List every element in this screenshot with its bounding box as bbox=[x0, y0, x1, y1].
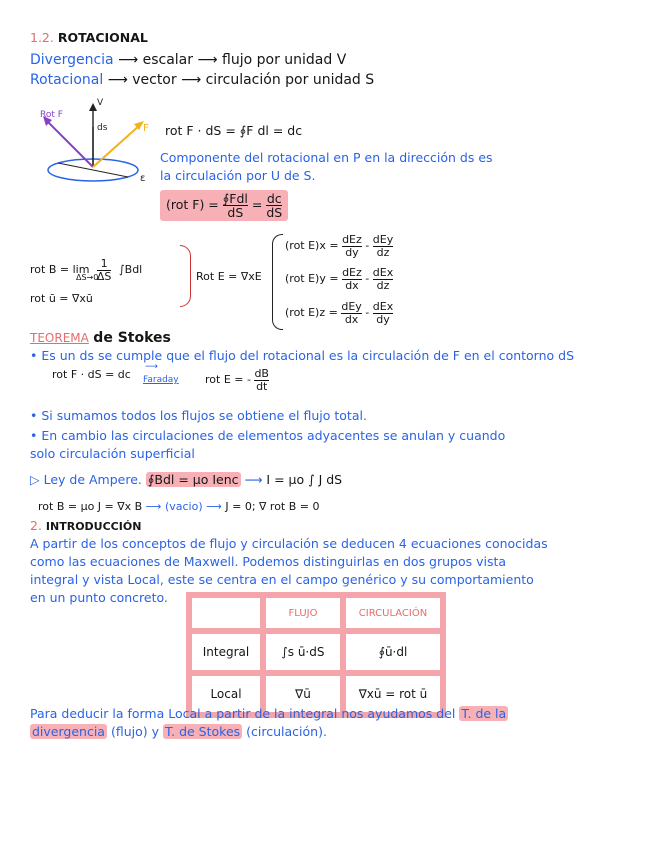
component-left: (rot E)z = bbox=[285, 306, 338, 320]
limit-subscript: ΔS→0 bbox=[76, 273, 99, 282]
table-cell: ∮ū·dl bbox=[343, 631, 443, 673]
fraction bbox=[373, 301, 393, 325]
section-number: 1.2. bbox=[30, 30, 54, 45]
formula-left: (rot F) = bbox=[166, 197, 219, 213]
fraction-den: dt bbox=[256, 379, 268, 393]
arrow-icon: ⟶ bbox=[206, 500, 226, 513]
fraction-den: dy bbox=[376, 312, 390, 326]
vacio-label: (vacio) bbox=[164, 500, 203, 513]
rot-u-definition: rot ū = ∇xū bbox=[30, 292, 93, 305]
closing-text: (circulación). bbox=[246, 724, 327, 739]
section-title: ROTACIONAL bbox=[57, 30, 148, 45]
stokes-title: de Stokes bbox=[93, 330, 171, 346]
v-arrowhead bbox=[89, 103, 97, 111]
diagram-label-f: F bbox=[143, 123, 149, 134]
fraction-num: dc bbox=[266, 191, 282, 206]
table-row-label: Local bbox=[189, 673, 263, 715]
fraction-num: ∮Fdl bbox=[222, 191, 248, 206]
fraction bbox=[97, 258, 112, 282]
fraction-den: dz bbox=[376, 245, 390, 259]
arrow-icon: ⟶ bbox=[107, 72, 133, 88]
fraction-den: ΔS bbox=[96, 269, 112, 283]
table-row bbox=[189, 631, 443, 673]
stokes-heading bbox=[30, 330, 171, 346]
fraction bbox=[223, 192, 248, 219]
table-cell: ∫s ū·dS bbox=[263, 631, 343, 673]
vacio-result: J = 0; ∇ rot B = 0 bbox=[225, 500, 320, 513]
closing-highlight: T. de la bbox=[461, 706, 507, 721]
map-type: vector bbox=[132, 72, 177, 88]
fraction-den: dx bbox=[345, 278, 359, 292]
section-number: 2. bbox=[30, 518, 42, 533]
table-header-row bbox=[189, 595, 443, 631]
arrow-icon: ⟶ bbox=[197, 52, 223, 68]
fraction-num: dEz bbox=[342, 266, 362, 279]
section-heading-1 bbox=[30, 30, 148, 45]
component-row bbox=[285, 267, 393, 291]
ampere-label: ▷ Ley de Ampere. bbox=[30, 472, 142, 487]
closing-text: Para deducir la forma Local a partir de la integral nos ayudamos del bbox=[30, 706, 456, 721]
map-meaning: circulación por unidad S bbox=[205, 72, 375, 88]
rot-e-left: rot E = - bbox=[205, 373, 251, 387]
component-left: (rot E)x = bbox=[285, 239, 339, 253]
table-cell: ∇ū bbox=[263, 673, 343, 715]
fraction-den: dz bbox=[376, 278, 390, 292]
map-type: escalar bbox=[142, 52, 194, 68]
arrow-icon: ⟶ bbox=[145, 500, 165, 513]
fraction-den: dS bbox=[227, 205, 244, 221]
fraction bbox=[373, 234, 393, 258]
minus-sign: - bbox=[365, 239, 370, 253]
fraction-num: 1 bbox=[97, 258, 112, 271]
fraction bbox=[266, 192, 282, 219]
fraction-num: dEz bbox=[342, 233, 362, 246]
closing-text: (flujo) y bbox=[110, 724, 159, 739]
intro-line-2: como las ecuaciones de Maxwell. Podemos distinguirlas en dos grupos vista bbox=[30, 554, 507, 569]
minus-sign: - bbox=[365, 272, 370, 286]
fraction bbox=[341, 301, 361, 325]
map-term: Divergencia bbox=[30, 52, 114, 68]
fraction-num: dEy bbox=[341, 300, 362, 313]
component-text-2: la circulación por U de S. bbox=[160, 168, 316, 183]
faraday-label: Faraday bbox=[143, 375, 179, 385]
rot-b-left: rot B = lim bbox=[30, 263, 90, 277]
diagram-label-ds: ds bbox=[97, 123, 108, 133]
section-heading-2 bbox=[30, 518, 141, 533]
intro-line-1: A partir de los conceptos de flujo y circulación se deducen 4 ecuaciones conocidas bbox=[30, 536, 548, 551]
fraction-den: dy bbox=[345, 245, 359, 259]
fraction-den: dS bbox=[266, 205, 283, 221]
faraday-arrow: ⟶ bbox=[145, 362, 158, 372]
ampere-result: I = μo ∫ J dS bbox=[266, 472, 343, 487]
map-meaning: flujo por unidad V bbox=[222, 52, 347, 68]
stokes-label: TEOREMA bbox=[30, 331, 89, 345]
stokes-bullet-2: • Si sumamos todos los flujos se obtiene el flujo total. bbox=[30, 408, 367, 423]
map-row-2 bbox=[30, 72, 374, 88]
fraction bbox=[254, 368, 269, 392]
fraction bbox=[373, 267, 393, 291]
maxwell-table bbox=[186, 592, 446, 718]
equals: = bbox=[251, 197, 263, 213]
component-text-1: Componente del rotacional en P en la dirección ds es bbox=[160, 150, 493, 165]
ampere-formula: ∮Bdl = μo Ienc bbox=[147, 472, 239, 487]
fraction bbox=[342, 267, 362, 291]
fraction bbox=[342, 234, 362, 258]
rot-b-line bbox=[38, 500, 320, 513]
fraction-num: dEx bbox=[372, 300, 394, 313]
map-row-1 bbox=[30, 52, 346, 68]
closing-highlight: T. de Stokes bbox=[164, 724, 241, 739]
fraction-num: dB bbox=[254, 367, 269, 380]
table-header-cell bbox=[189, 595, 263, 631]
map-term: Rotacional bbox=[30, 72, 104, 88]
arrow-icon: ⟶ bbox=[118, 52, 143, 68]
component-formula bbox=[160, 190, 288, 221]
fraction-den: dx bbox=[344, 312, 359, 326]
ampere-line bbox=[30, 472, 342, 487]
stokes-bullet-3b: solo circulación superficial bbox=[30, 446, 195, 461]
intro-line-4: en un punto concreto. bbox=[30, 590, 168, 605]
rot-e-definition: Rot E = ∇xE bbox=[196, 270, 262, 283]
rotational-diagram bbox=[28, 95, 158, 190]
component-row bbox=[285, 234, 393, 258]
closing-highlight: divergencia bbox=[32, 724, 105, 739]
table-cell: ∇xū = rot ū bbox=[343, 673, 443, 715]
stokes-bullet-3a: • En cambio las circulaciones de elementos adyacentes se anulan y cuando bbox=[30, 428, 506, 443]
intro-line-3: integral y vista Local, este se centra en el campo genérico y su comportamiento bbox=[30, 572, 534, 587]
component-left: (rot E)y = bbox=[285, 272, 339, 286]
fraction-num: dEx bbox=[372, 266, 394, 279]
closing-line-2 bbox=[30, 724, 327, 739]
stokes-formula: rot F · dS = dc bbox=[52, 368, 131, 381]
component-row bbox=[285, 301, 393, 325]
table-header-cell: CIRCULACIÓN bbox=[343, 595, 443, 631]
red-brace bbox=[180, 245, 191, 307]
table-header-cell: FLUJO bbox=[263, 595, 343, 631]
diagram-label-v: V bbox=[97, 98, 104, 108]
diagram-label-rot: Rot F bbox=[40, 110, 63, 120]
section-title: INTRODUCCIÓN bbox=[45, 520, 142, 533]
main-formula: rot F · dS = ∮F dl = dc bbox=[165, 123, 303, 138]
rot-b-equation: rot B = μo J = ∇x B bbox=[38, 500, 143, 513]
table-row-label: Integral bbox=[189, 631, 263, 673]
arrow-icon: ⟶ bbox=[181, 72, 206, 88]
diagram-label-eps: ε bbox=[140, 173, 146, 184]
fraction-num: dEy bbox=[372, 233, 394, 246]
components-brace bbox=[272, 234, 283, 330]
rot-e-faraday bbox=[205, 368, 269, 392]
minus-sign: - bbox=[365, 306, 370, 320]
arrow-icon: ⟶ bbox=[244, 472, 267, 487]
stokes-bullet-1: • Es un ds se cumple que el flujo del rotacional es la circulación de F en el contorno dS bbox=[30, 348, 575, 363]
closing-line-1 bbox=[30, 706, 508, 721]
rot-b-integral: ∫Bdl bbox=[118, 263, 143, 277]
